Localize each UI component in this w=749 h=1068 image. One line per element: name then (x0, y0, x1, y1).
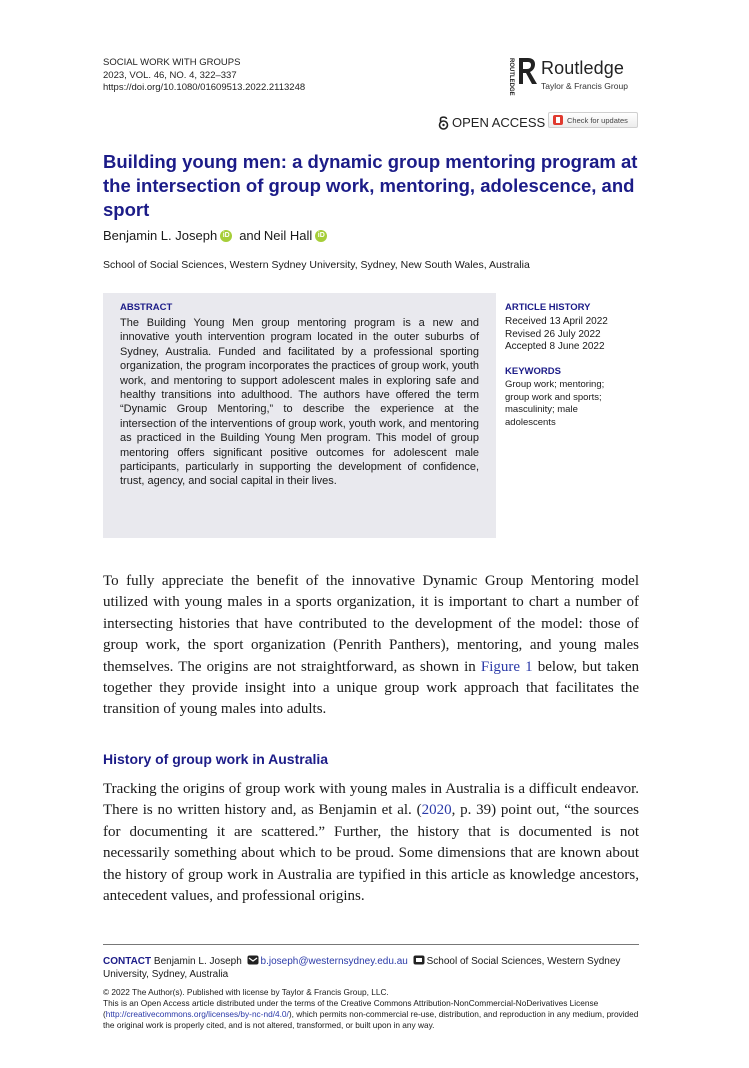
contact-address: School of Social Sciences, Western Sydney University, Sydney, Australia (103, 956, 621, 980)
email-icon (247, 955, 259, 965)
history-accepted: Accepted 8 June 2022 (505, 341, 605, 352)
contact-label: CONTACT (103, 956, 152, 967)
article-history (505, 316, 608, 354)
contact-info (103, 955, 639, 981)
affiliation: School of Social Sciences, Western Sydney University, Sydney, New South Wales, Australia (103, 259, 530, 271)
license-text (103, 998, 639, 1031)
orcid-icon[interactable]: iD (220, 230, 232, 242)
check-for-updates-button[interactable] (548, 112, 638, 128)
history-received: Received 13 April 2022 (505, 316, 608, 327)
orcid-icon[interactable]: iD (315, 230, 327, 242)
open-lock-icon (438, 115, 449, 130)
keywords-heading: KEYWORDS (505, 366, 561, 377)
publisher-name: Routledge (541, 58, 624, 78)
article-title: Building young men: a dynamic group mentoring program at the intersection of group work, mentoring, adolescence, and sport (103, 151, 638, 220)
open-access-text: OPEN ACCESS (452, 115, 546, 130)
check-for-updates-label: Check for updates (567, 115, 628, 125)
journal-name: SOCIAL WORK WITH GROUPS (103, 57, 241, 68)
p1-text-a: To fully appreciate the benefit of the innovative Dynamic Group Mentoring model utilized with young males in a sports organization, it is important to chart a number of intersecting histories that have contributed to the development of the model: those of group work, the sport organization (Penrith Panthers), mentoring, and young males themselves. The origins are not straightforward, as shown in (103, 573, 639, 675)
p2-text-b: , p. 39) point out, “the sources for documenting it are scattered.” Further, the history that is documented is not necessarily something about which to be proud. Some dimensions that are known about the history of group work in Australia are typified in this article as knowledge ancestors, antecedent values, and professional origins. (103, 802, 639, 905)
license-text-a: This is an Open Access article distributed under the terms of the Creative Commons Attribution-NonCommercial-NoDerivatives License ( (103, 998, 599, 1019)
abstract-heading: ABSTRACT (120, 302, 173, 313)
author-line (103, 228, 331, 243)
section-heading: History of group work in Australia (103, 751, 329, 767)
crossmark-icon (553, 115, 563, 125)
history-revised: Revised 26 July 2022 (505, 328, 601, 340)
routledge-logo-icon (505, 54, 539, 98)
open-access-label (438, 115, 545, 130)
footer-divider (103, 944, 639, 945)
body-paragraph-1 (103, 571, 639, 721)
p1-text-b: below, but taken together they provide insight into a unique group work approach that facilitates the transition of young males into adults. (103, 658, 639, 718)
copyright-line: © 2022 The Author(s). Published with license by Taylor & Francis Group, LLC. (103, 987, 389, 997)
license-footer (103, 987, 639, 1031)
routledge-mark-text: ROUTLEDGE (508, 58, 514, 96)
journal-doi-link[interactable]: https://doi.org/10.1080/01609513.2022.2113248 (103, 82, 306, 93)
figure-1-link[interactable]: Figure 1 (480, 658, 533, 675)
p2-text-a: Tracking the origins of group work with young males in Australia is a difficult endeavor. There is no written history and, as Benjamin et al. ( (103, 781, 639, 819)
citation-link-2020[interactable]: 2020 (421, 802, 452, 819)
article-history-heading: ARTICLE HISTORY (505, 302, 591, 313)
keywords-text: Group work; mentoring; group work and sports; masculinity; male adolescents (505, 379, 605, 428)
contact-name: Benjamin L. Joseph (153, 956, 242, 967)
contact-email-link[interactable]: b.joseph@westernsydney.edu.au (260, 956, 408, 967)
body-paragraph-2 (103, 779, 639, 907)
author-name-2: Neil Hall (263, 228, 313, 243)
license-text-b: ), which permits non-commercial re-use, distribution, and reproduction in any medium, provided the original work is properly cited, and is not altered, transformed, or built upon in any way. (103, 1009, 639, 1030)
author-name-1: Benjamin L. Joseph (103, 228, 218, 243)
publisher-subtitle: Taylor & Francis Group (541, 81, 628, 91)
author-conjunction: and (239, 228, 261, 243)
journal-volume: 2023, VOL. 46, NO. 4, 322–337 (103, 69, 237, 81)
license-link[interactable]: http://creativecommons.org/licenses/by-nc-nd/4.0/ (105, 1009, 289, 1019)
institution-icon (413, 955, 425, 965)
journal-info (103, 57, 305, 95)
abstract-text: The Building Young Men group mentoring program is a new and innovative youth intervention program located in the outer suburbs of Sydney, Australia. Funded and facilitated by a professional sporting organization, the program incorporates the practices of group work, youth work, and mentoring to support adolescent males in exploring safe and healthy transitions into adulthood. The authors have offered the term “Dynamic Group Mentoring,” to describe the experience at the intersection of the interventions of group work, youth work, and mentoring as practiced in the Building Young Men program. This model of group mentoring offers significant positive outcomes for adolescent male participants, particularly in supporting the development of confidence, trust, agency, and social capital in their lives. (120, 317, 479, 488)
